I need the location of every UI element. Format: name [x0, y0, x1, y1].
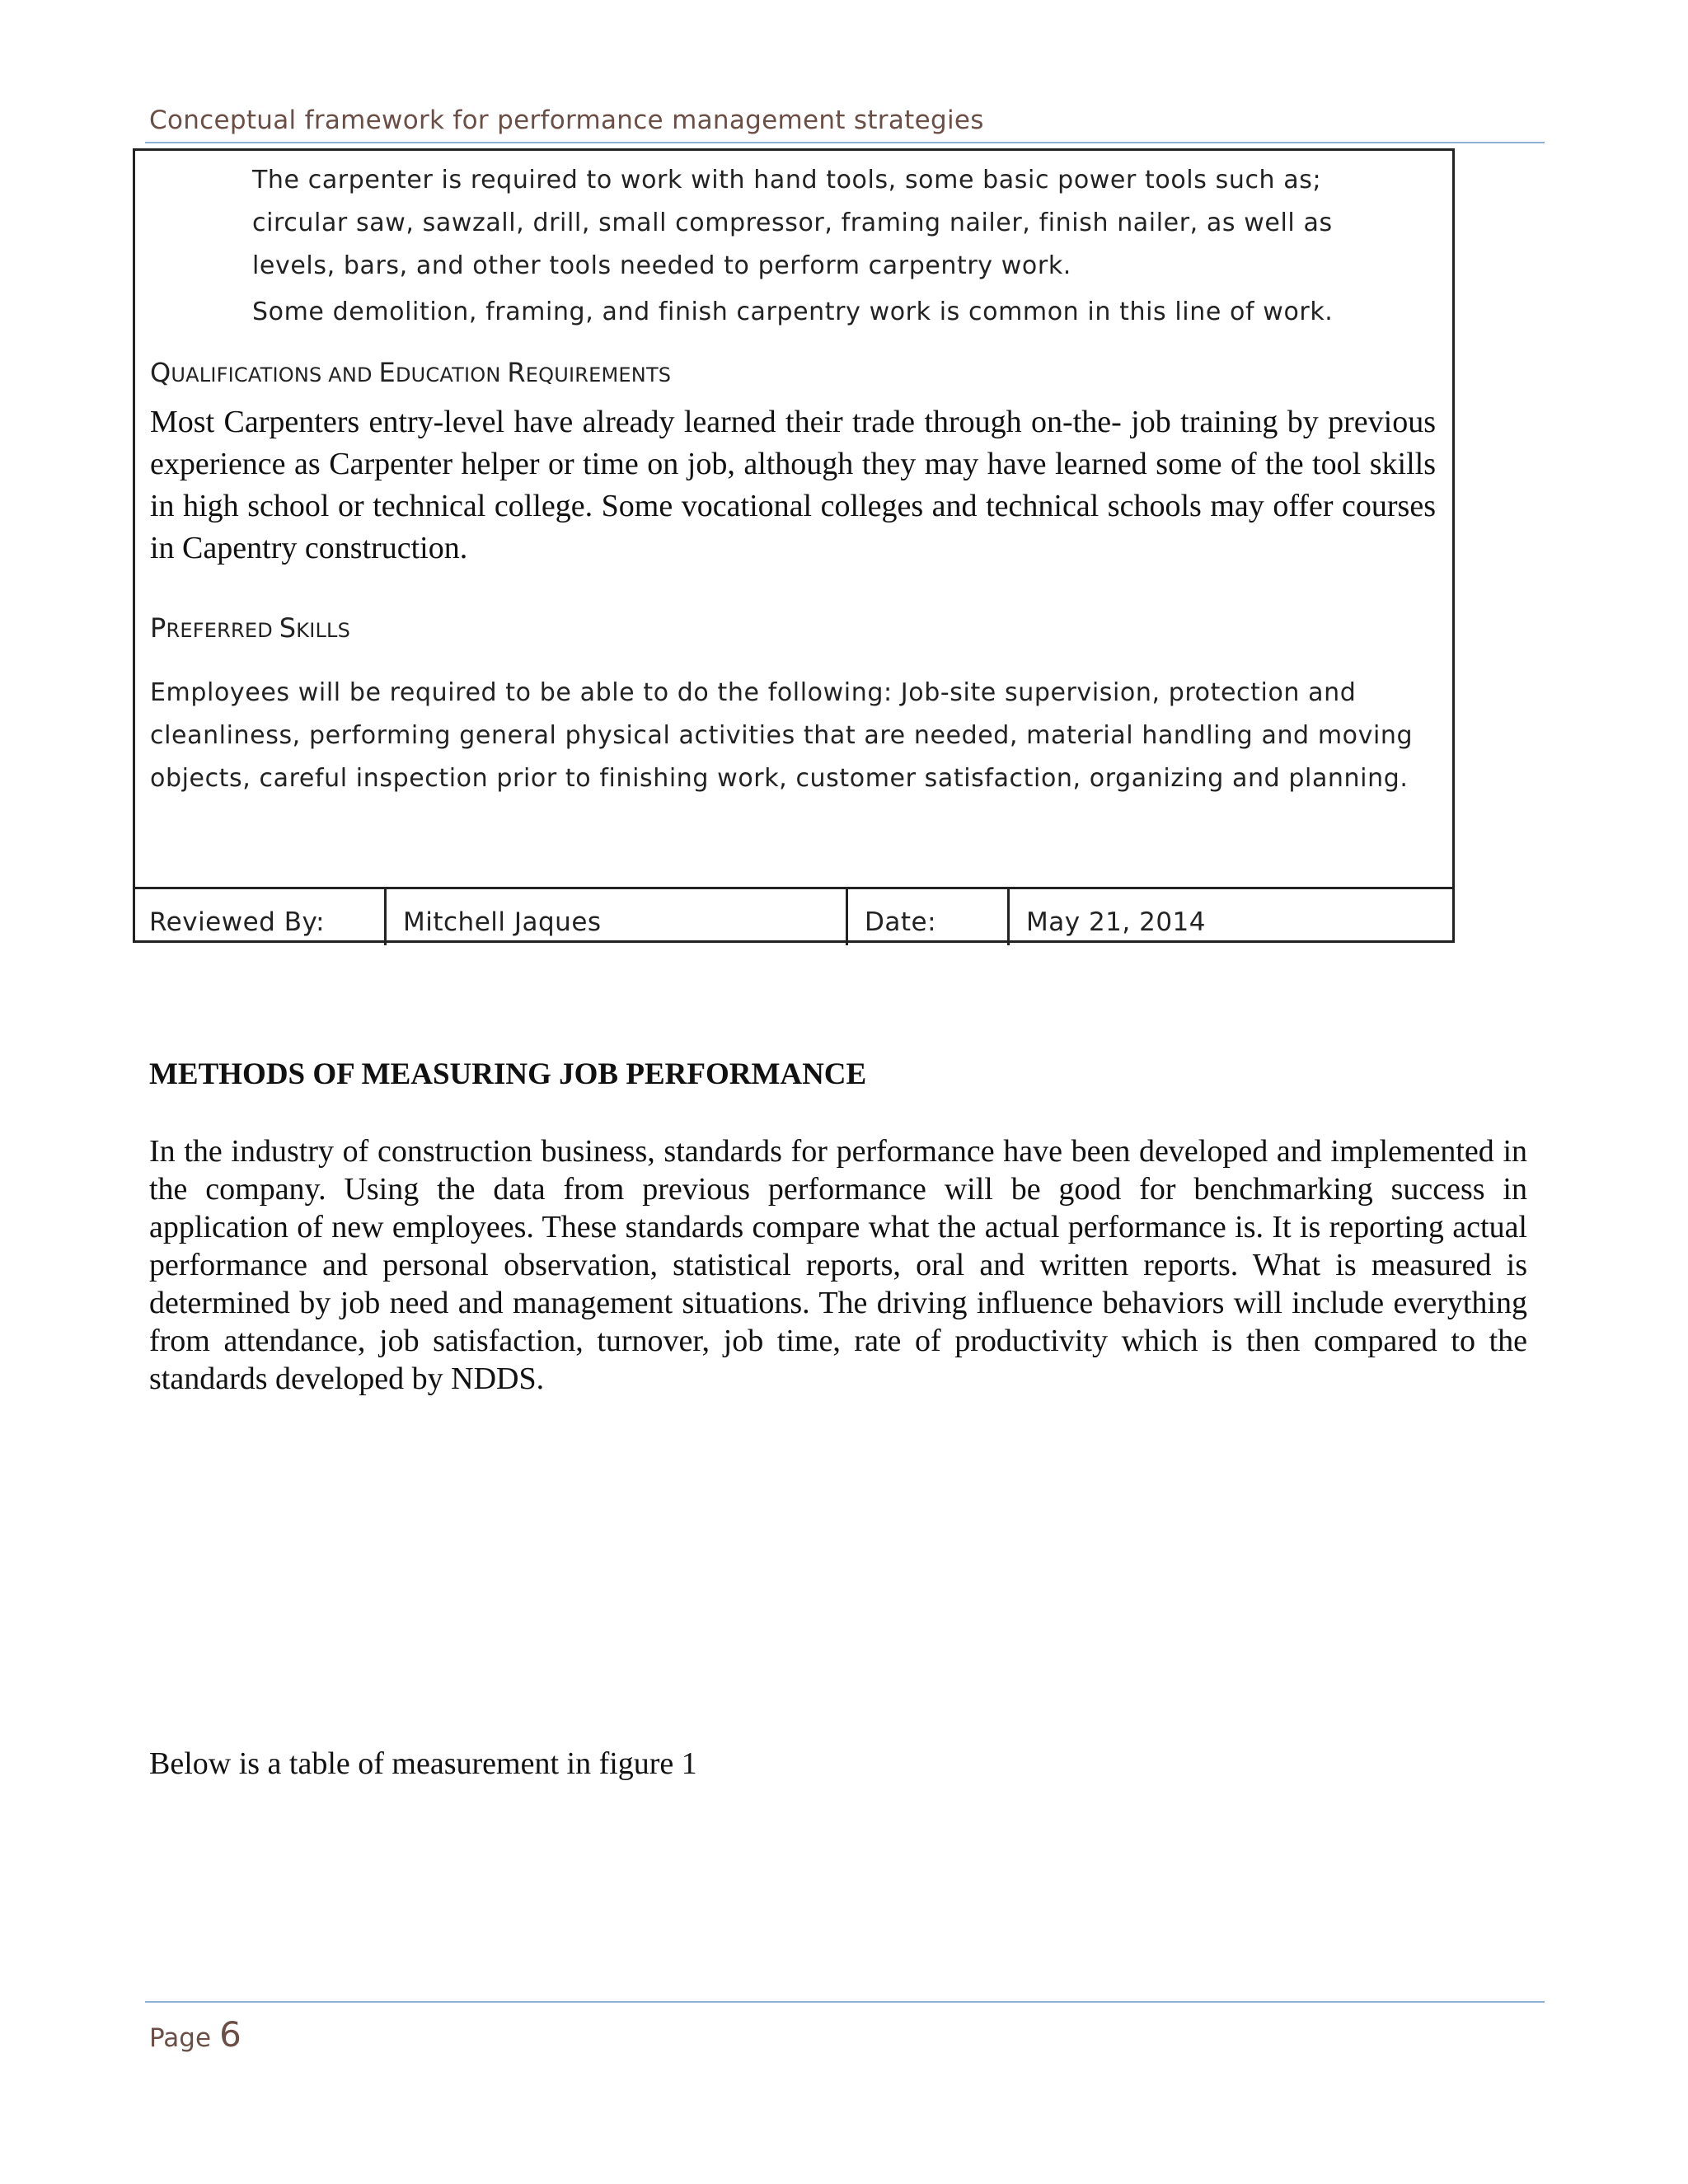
page-label: Page [149, 2023, 212, 2053]
page-number-footer [149, 2014, 241, 2055]
header-divider [145, 142, 1545, 143]
date-label: Date: [846, 889, 1007, 945]
footer-divider [145, 2001, 1545, 2003]
methods-paragraph: In the industry of construction business, standards for performance have been developed and implemented in the company. Using the data from previous performance will be good for benchmarking success in application of new employees. These standards compare what the actual performance is. It is reporting actual performance and personal observation, statistical reports, oral and written reports. What is measured is determined by job need and management situations. The driving influence behaviors will include everything from attendance, job satisfaction, turnover, job time, rate of productivity which is then compared to the standards developed by NDDS. [149, 1134, 1527, 1396]
demolition-paragraph: Some demolition, framing, and finish carpentry work is common in this line of work. [252, 298, 1334, 326]
review-row [133, 887, 1455, 945]
qualifications-paragraph: Most Carpenters entry-level have already learned their trade through on-the- job training by previous experience as Carpenter helper or time on job, although they may have learned some of the tool skills in high school or technical college. Some vocational colleges and technical schools may offer courses in Capentry construction. [150, 405, 1436, 565]
reviewer-name: Mitchell Jaques [384, 889, 846, 945]
review-date: May 21, 2014 [1007, 889, 1455, 945]
page-number: 6 [219, 2014, 241, 2055]
qualifications-heading: QUALIFICATIONS AND EDUCATION REQUIREMENTS [150, 357, 672, 388]
running-header-title: Conceptual framework for performance management strategies [149, 105, 984, 135]
preferred-skills-heading: PREFERRED SKILLS [150, 612, 351, 644]
tools-paragraph: The carpenter is required to work with hand tools, some basic power tools such as; circular saw, sawzall, drill, small compressor, framing nailer, finish nailer, as well as levels, bars, and other tools needed to perform carpentry work. [252, 166, 1333, 280]
reviewed-by-label: Reviewed By: [149, 907, 326, 937]
figure-reference-text: Below is a table of measurement in figure 1 [149, 1746, 697, 1781]
methods-heading: METHODS OF MEASURING JOB PERFORMANCE [149, 1057, 867, 1091]
job-description-box [133, 148, 1455, 943]
preferred-skills-paragraph: Employees will be required to be able to do the following: Job-site supervision, protection and cleanliness, performing general physical activities that are needed, material handling and moving objects, careful inspection prior to finishing work, customer satisfaction, organizing and planning. [150, 678, 1414, 793]
